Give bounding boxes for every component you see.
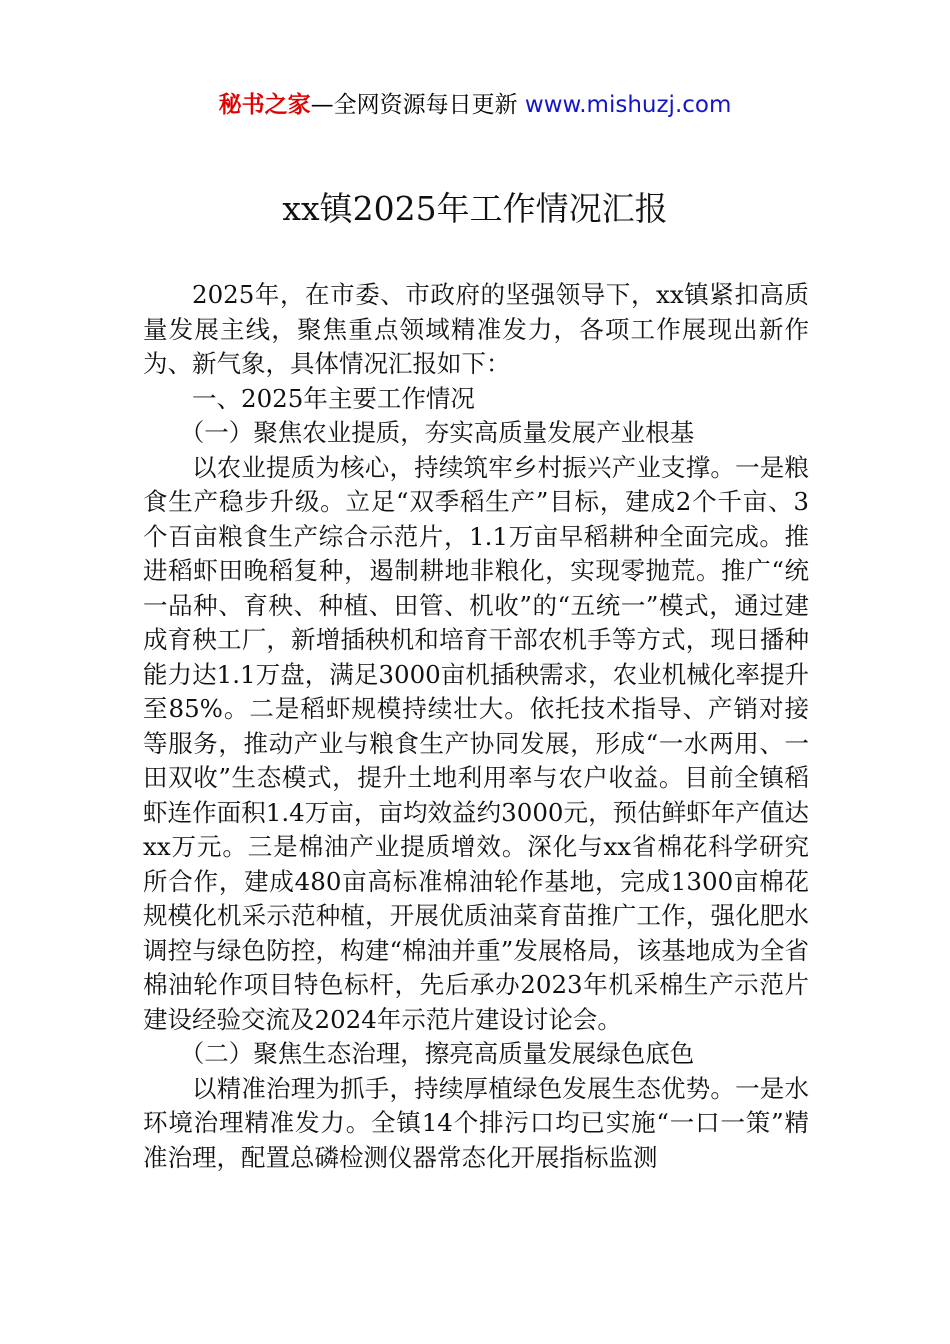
section-heading-1: 一、2025年主要工作情况 bbox=[192, 383, 475, 413]
site-tagline: —全网资源每日更新 bbox=[310, 92, 525, 118]
document-body bbox=[143, 278, 809, 1175]
subsection-heading-1: （一）聚焦农业提质，夯实高质量发展产业根基 bbox=[179, 418, 695, 447]
agriculture-paragraph: 以农业提质为核心，持续筑牢乡村振兴产业支撑。一是粮食生产稳步升级。立足“双季稻生产”目标，建成2个千亩、3个百亩粮食生产综合示范片，1.1万亩早稻耕种全面完成。推进稻虾田晚稻复种，遏制耕地非粮化，实现零抛荒。推广“统一品种、育秧、种植、田管、机收”的“五统一”模式，通过建成育秧工厂，新增插秧机和培育干部农机手等方式，现日播种能力达1.1万盘，满足3000亩机插秧需求，农业机械化率提升至85%。二是稻虾规模持续壮大。依托技术指导、产销对接等服务，推动产业与粮食生产协同发展，形成“一水两用、一田双收”生态模式，提升土地利用率与农户收益。目前全镇稻虾连作面积1.4万亩，亩均效益约3000元，预估鲜虾年产值达xx万元。三是棉油产业提质增效。深化与xx省棉花科学研究所合作，建成480亩高标准棉油轮作基地，完成1300亩棉花规模化机采示范种植，开展优质油菜育苗推广工作，强化肥水调控与绿色防控，构建“棉油并重”发展格局，该基地成为全省棉油轮作项目特色标杆，先后承办2023年机采棉生产示范片建设经验交流及2024年示范片建设讨论会。 bbox=[143, 452, 809, 1034]
document-title: xx镇2025年工作情况汇报 bbox=[282, 189, 668, 228]
intro-paragraph: 2025年，在市委、市政府的坚强领导下，xx镇紧扣高质量发展主线，聚焦重点领域精准发力，各项工作展现出新作为、新气象，具体情况汇报如下： bbox=[143, 280, 809, 378]
site-brand: 秘书之家 bbox=[218, 92, 311, 118]
site-header bbox=[0, 88, 950, 122]
ecology-paragraph: 以精准治理为抓手，持续厚植绿色发展生态优势。一是水环境治理精准发力。全镇14个排污口均已实施“一口一策”精准治理，配置总磷检测仪器常态化开展指标监测 bbox=[143, 1073, 809, 1172]
subsection-heading-2: （二）聚焦生态治理，擦亮高质量发展绿色底色 bbox=[179, 1039, 695, 1068]
site-url-link[interactable]: www.mishuzj.com bbox=[524, 92, 732, 118]
